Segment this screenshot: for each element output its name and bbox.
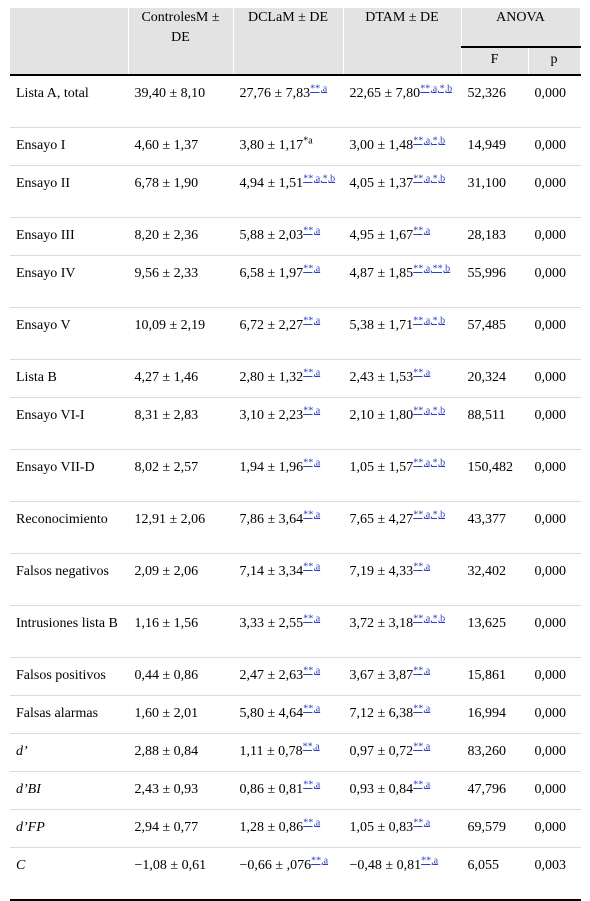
table-row [10,450,580,502]
footnote-link[interactable]: **,a [413,741,431,753]
cell-value: 7,86 ± 3,64 [239,512,304,527]
dcla-value [233,308,343,360]
anova-f-value: 6,055 [461,848,528,901]
footnote-link[interactable]: **,a,*,b [413,613,446,625]
dcla-value [233,218,343,256]
dta-value [343,734,461,772]
cell-value: 7,12 ± 6,38 [349,706,414,721]
footnote-mark: *a [303,135,313,147]
dta-value [343,502,461,554]
cell-value: 4,94 ± 1,51 [239,176,304,191]
table-row [10,308,580,360]
dta-value [343,308,461,360]
cell-value: 1,94 ± 1,96 [239,460,304,475]
dcla-value [233,696,343,734]
controles-value: 8,02 ± 2,57 [128,450,233,502]
anova-f-value: 31,100 [461,166,528,218]
cell-value: 3,00 ± 1,48 [349,138,414,153]
row-label: Ensayo V [10,308,128,360]
anova-f-value: 47,796 [461,772,528,810]
anova-f-value: 52,326 [461,75,528,128]
header-anova: ANOVA [461,8,580,47]
footnote-link[interactable]: **,a [413,225,431,237]
controles-value: 2,88 ± 0,84 [128,734,233,772]
cell-value: 22,65 ± 7,80 [349,86,421,101]
anova-p-value: 0,000 [528,810,580,848]
row-label: Falsos positivos [10,658,128,696]
anova-f-value: 43,377 [461,502,528,554]
footnote-link[interactable]: **,a [303,561,321,573]
cell-value: 2,10 ± 1,80 [349,408,414,423]
footnote-link[interactable]: **,a [303,665,321,677]
controles-value: 2,09 ± 2,06 [128,554,233,606]
table-row [10,75,580,128]
anova-f-value: 150,482 [461,450,528,502]
anova-f-value: 69,579 [461,810,528,848]
dcla-value [233,772,343,810]
controles-value: 4,60 ± 1,37 [128,128,233,166]
footnote-link[interactable]: **,a [303,405,321,417]
dta-value [343,658,461,696]
dcla-value [233,606,343,658]
anova-p-value: 0,000 [528,256,580,308]
anova-f-value: 16,994 [461,696,528,734]
controles-value: 6,78 ± 1,90 [128,166,233,218]
dcla-value [233,166,343,218]
anova-p-value: 0,000 [528,308,580,360]
dta-value [343,166,461,218]
footnote-link[interactable]: **,a,*,b [413,173,446,185]
anova-p-value: 0,000 [528,658,580,696]
footnote-link[interactable]: **,a [303,367,321,379]
table-row [10,502,580,554]
cell-value: 3,72 ± 3,18 [349,616,414,631]
cell-value: 1,05 ± 0,83 [349,820,414,835]
controles-value: 1,60 ± 2,01 [128,696,233,734]
anova-p-value: 0,000 [528,772,580,810]
controles-value: 9,56 ± 2,33 [128,256,233,308]
footnote-link[interactable]: **,a,**,b [413,263,451,275]
footnote-link[interactable]: **,a,*,b [413,509,446,521]
dcla-value [233,658,343,696]
table-row [10,810,580,848]
dcla-value [233,450,343,502]
cell-value: 27,76 ± 7,83 [239,86,311,101]
table-row [10,128,580,166]
anova-p-value: 0,000 [528,360,580,398]
dta-value [343,398,461,450]
anova-p-value: 0,000 [528,166,580,218]
cell-value: 6,58 ± 1,97 [239,266,304,281]
cell-value: 3,80 ± 1,17 [239,138,304,153]
cell-value: 0,93 ± 0,84 [349,782,414,797]
dcla-value [233,398,343,450]
row-label: Falsos negativos [10,554,128,606]
footnote-link[interactable]: **,a,*,b [413,135,446,147]
dta-value [343,360,461,398]
dcla-value [233,128,343,166]
footnote-link[interactable]: **,a [303,509,321,521]
anova-f-value: 15,861 [461,658,528,696]
anova-p-value: 0,000 [528,450,580,502]
cell-value: 1,28 ± 0,86 [239,820,304,835]
controles-value: 4,27 ± 1,46 [128,360,233,398]
anova-p-value: 0,000 [528,734,580,772]
anova-f-value: 32,402 [461,554,528,606]
row-label: d’BI [10,772,128,810]
footnote-link[interactable]: **,a [413,703,431,715]
dta-value [343,606,461,658]
cell-value: 4,87 ± 1,85 [349,266,414,281]
controles-value: 12,91 ± 2,06 [128,502,233,554]
row-label: Reconocimiento [10,502,128,554]
results-table [10,8,581,901]
header-controles: ControlesM ± DE [128,8,233,75]
anova-p-value: 0,000 [528,218,580,256]
table-row [10,696,580,734]
cell-value: 2,80 ± 1,32 [239,370,304,385]
footnote-link[interactable]: **,a [310,83,328,95]
cell-value: 6,72 ± 2,27 [239,318,304,333]
table-row [10,398,580,450]
footnote-link[interactable]: **,a [303,263,321,275]
footnote-link[interactable]: **,a [303,817,321,829]
controles-value: 0,44 ± 0,86 [128,658,233,696]
anova-f-value: 20,324 [461,360,528,398]
anova-p-value: 0,000 [528,554,580,606]
row-label: C [10,848,128,901]
controles-value: 8,31 ± 2,83 [128,398,233,450]
table-row [10,554,580,606]
footnote-link[interactable]: **,a [413,665,431,677]
dta-value [343,128,461,166]
header-f: F [461,47,528,75]
cell-value: 7,65 ± 4,27 [349,512,414,527]
dta-value [343,450,461,502]
controles-value: −1,08 ± 0,61 [128,848,233,901]
row-label: Ensayo VII-D [10,450,128,502]
anova-p-value: 0,000 [528,502,580,554]
anova-f-value: 55,996 [461,256,528,308]
cell-value: 0,97 ± 0,72 [349,744,414,759]
dta-value [343,256,461,308]
controles-value: 39,40 ± 8,10 [128,75,233,128]
dcla-value [233,256,343,308]
cell-value: 5,88 ± 2,03 [239,228,304,243]
footnote-link[interactable]: **,a [303,613,321,625]
cell-value: 1,11 ± 0,78 [239,744,303,759]
table-row [10,734,580,772]
row-label: Ensayo III [10,218,128,256]
header-empty-cell [10,8,128,75]
row-label: Intrusiones lista B [10,606,128,658]
controles-value: 10,09 ± 2,19 [128,308,233,360]
dcla-value [233,810,343,848]
cell-value: 1,05 ± 1,57 [349,460,414,475]
cell-value: 4,05 ± 1,37 [349,176,414,191]
dta-value [343,554,461,606]
table-row [10,772,580,810]
controles-value: 2,43 ± 0,93 [128,772,233,810]
dcla-value [233,554,343,606]
table-row [10,606,580,658]
dta-value [343,218,461,256]
row-label: Lista B [10,360,128,398]
cell-value: 5,38 ± 1,71 [349,318,414,333]
row-label: Lista A, total [10,75,128,128]
row-label: Ensayo VI-I [10,398,128,450]
row-label: Ensayo IV [10,256,128,308]
anova-f-value: 14,949 [461,128,528,166]
table-row [10,166,580,218]
row-label: Ensayo II [10,166,128,218]
table-row [10,848,580,901]
cell-value: 0,86 ± 0,81 [239,782,304,797]
cell-value: 3,33 ± 2,55 [239,616,304,631]
anova-f-value: 28,183 [461,218,528,256]
footnote-link[interactable]: **,a [303,703,321,715]
header-dcla: DCLaM ± DE [233,8,343,75]
footnote-link[interactable]: **,a [302,741,320,753]
cell-value: 2,47 ± 2,63 [239,668,304,683]
controles-value: 8,20 ± 2,36 [128,218,233,256]
cell-value: 3,10 ± 2,23 [239,408,304,423]
dta-value [343,848,461,901]
row-label: d’ [10,734,128,772]
footnote-link[interactable]: **,a,*,b [413,315,446,327]
table-row [10,360,580,398]
anova-p-value: 0,003 [528,848,580,901]
row-label: Falsas alarmas [10,696,128,734]
dcla-value [233,75,343,128]
cell-value: 2,43 ± 1,53 [349,370,414,385]
anova-f-value: 57,485 [461,308,528,360]
footnote-link[interactable]: **,a [421,855,439,867]
table-header [10,8,580,75]
footnote-link[interactable]: **,a [413,817,431,829]
footnote-link[interactable]: **,a,*,b [413,457,446,469]
footnote-link[interactable]: **,a,*,b [420,83,453,95]
dta-value [343,810,461,848]
footnote-link[interactable]: **,a [413,779,431,791]
anova-p-value: 0,000 [528,398,580,450]
dcla-value [233,734,343,772]
dta-value [343,696,461,734]
dcla-value [233,502,343,554]
anova-f-value: 88,511 [461,398,528,450]
footnote-link[interactable]: **,a [413,561,431,573]
header-dta: DTAM ± DE [343,8,461,75]
cell-value: 4,95 ± 1,67 [349,228,414,243]
dcla-value [233,360,343,398]
anova-p-value: 0,000 [528,696,580,734]
footnote-link[interactable]: **,a [303,779,321,791]
row-label: d’FP [10,810,128,848]
anova-f-value: 13,625 [461,606,528,658]
table-row [10,218,580,256]
table-row [10,658,580,696]
cell-value: 5,80 ± 4,64 [239,706,304,721]
anova-p-value: 0,000 [528,606,580,658]
footnote-link[interactable]: **,a [303,457,321,469]
table-body [10,75,580,900]
anova-p-value: 0,000 [528,128,580,166]
footnote-link[interactable]: **,a,*,b [303,173,336,185]
controles-value: 2,94 ± 0,77 [128,810,233,848]
header-p: p [528,47,580,75]
dta-value [343,75,461,128]
dcla-value [233,848,343,901]
dta-value [343,772,461,810]
footnote-link[interactable]: **,a [303,225,321,237]
cell-value: 7,19 ± 4,33 [349,564,414,579]
footnote-link[interactable]: **,a [413,367,431,379]
cell-value: 7,14 ± 3,34 [239,564,304,579]
anova-f-value: 83,260 [461,734,528,772]
footnote-link[interactable]: **,a,*,b [413,405,446,417]
controles-value: 1,16 ± 1,56 [128,606,233,658]
table-row [10,256,580,308]
footnote-link[interactable]: **,a [311,855,329,867]
cell-value: 3,67 ± 3,87 [349,668,414,683]
cell-value: −0,48 ± 0,81 [349,858,422,873]
anova-p-value: 0,000 [528,75,580,128]
cell-value: −0,66 ± ,076 [239,858,312,873]
row-label: Ensayo I [10,128,128,166]
footnote-link[interactable]: **,a [303,315,321,327]
